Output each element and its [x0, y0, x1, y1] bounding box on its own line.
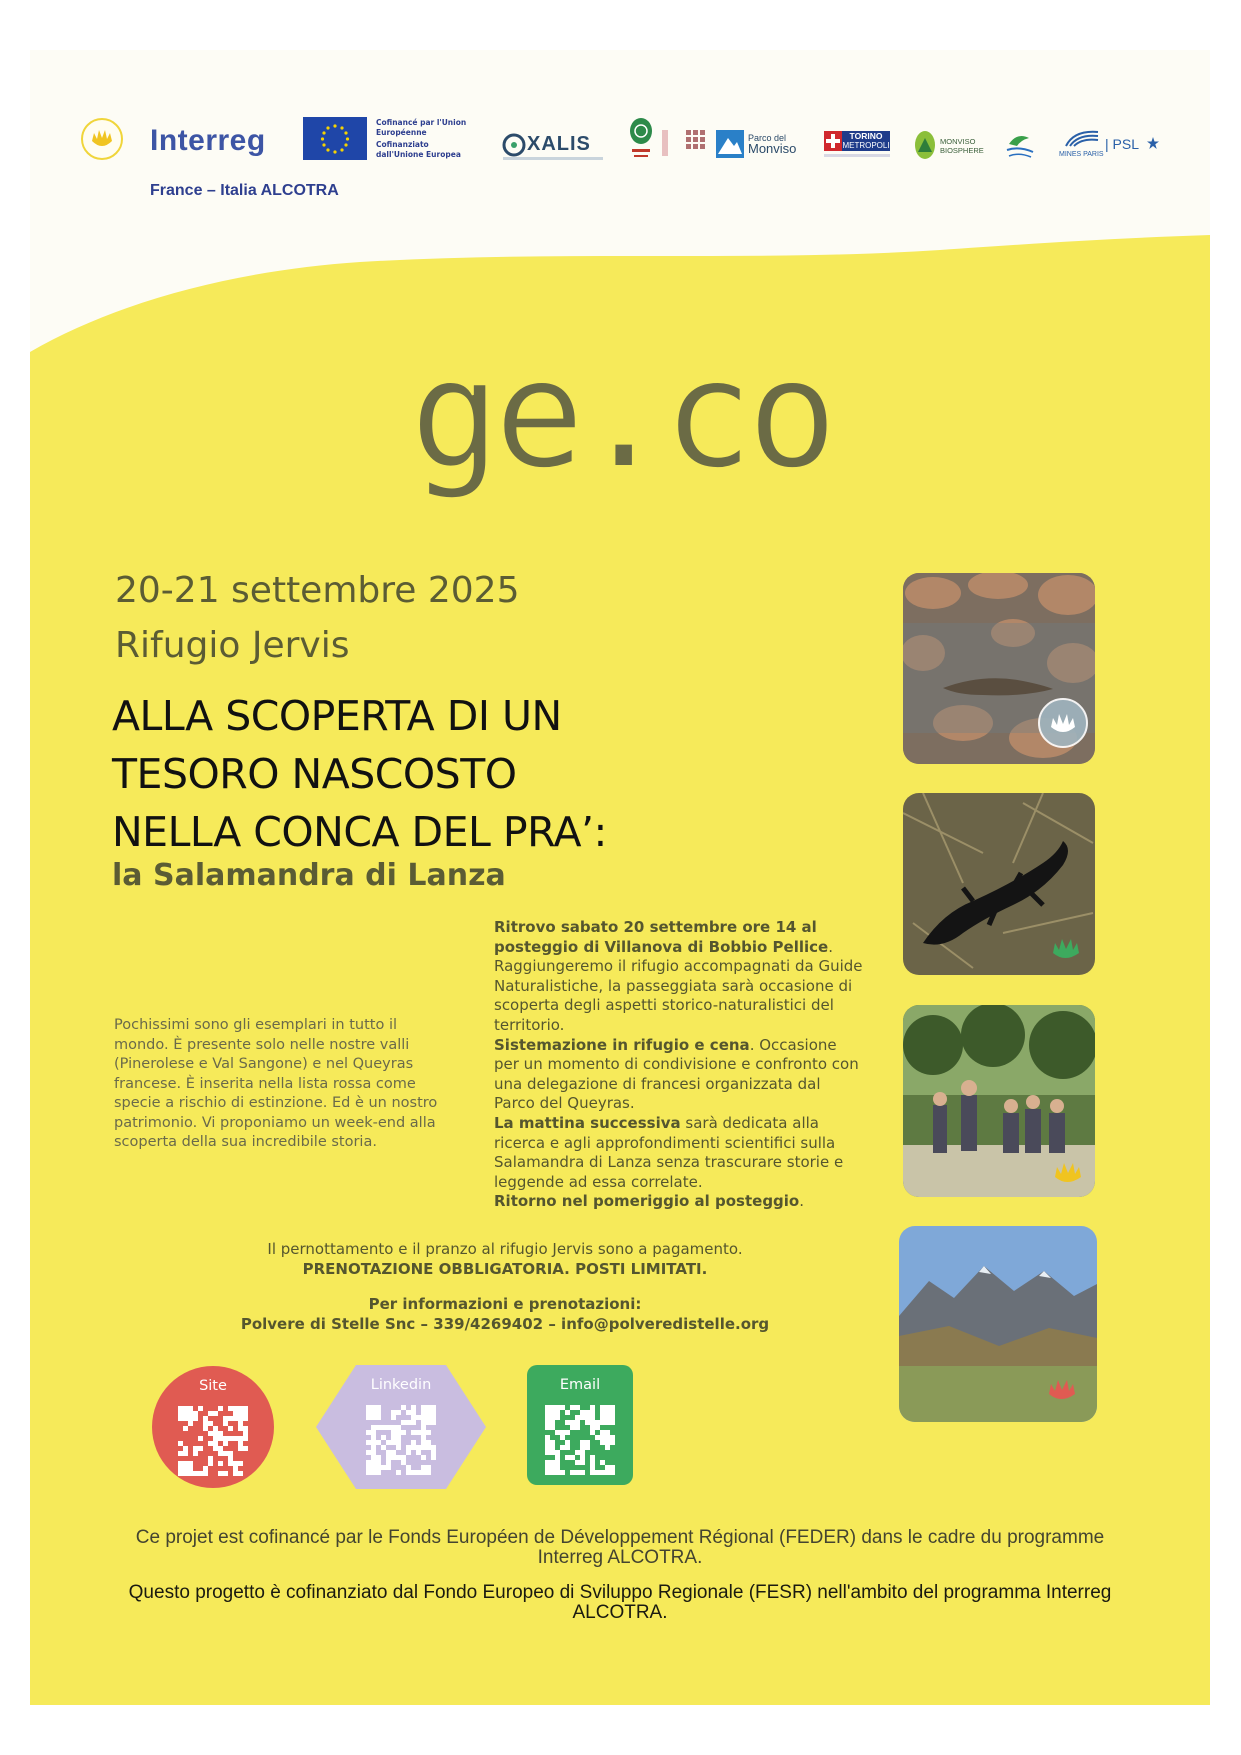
geco-logo-text: ge.co — [410, 348, 832, 502]
linkedin-qr-badge[interactable] — [316, 1365, 486, 1489]
eu-cofinance-text — [376, 118, 476, 159]
photo-black-salamander-image — [903, 793, 1095, 975]
interreg-logo-text: Interreg — [150, 124, 266, 157]
psl-text: | PSL — [1105, 136, 1139, 152]
monviso-top: MONVISO — [940, 137, 976, 146]
morning-bold: La mattina successiva — [494, 1113, 681, 1132]
event-place: Rifugio Jervis — [115, 625, 350, 666]
headline-line-1: ALLA SCOPERTA DI UN — [112, 692, 562, 740]
torino-tagline-bar — [824, 154, 890, 157]
photo-alpine-valley — [899, 1226, 1097, 1422]
headline-line-3: NELLA CONCA DEL PRA’: — [112, 808, 607, 856]
info-label: Per informazioni e prenotazioni: — [368, 1295, 642, 1313]
torino-top: TORINO — [849, 131, 883, 141]
torino-flag-icon — [824, 131, 842, 151]
footer-it: Questo progetto è cofinanziato dal Fondo Europeo di Sviluppo Regionale (FESR) nell'ambito del programma Interreg ALCOTRA. — [128, 1582, 1112, 1623]
parco-pattern-icon — [686, 130, 712, 156]
meet-bold: Ritrovo sabato 20 settembre ore 14 al posteggio di Villanova di Bobbio Pellice — [494, 918, 829, 956]
intro-paragraph: Pochissimi sono gli esemplari in tutto il mondo. È presente solo nelle nostre valli (Pinerolese e Val Sangone) e nel Queyras francese. È inserita nella lista rossa come specie a rischio di estinzione. Ed è un nostro patrimonio. Vi proponiamo un week-end alla scoperta della sua incredibile storia. — [114, 1017, 438, 1150]
mines-paris-logo-icon — [1062, 128, 1102, 150]
site-qr-label: Site — [199, 1378, 227, 1394]
federparchi-logo-icon — [1003, 130, 1037, 160]
photo-group-forest-image — [903, 1005, 1095, 1197]
parco-monviso-top: Parco del — [748, 133, 787, 143]
return-bold: Ritorno nel pomeriggio al posteggio — [494, 1192, 800, 1211]
headline-line-2: TESORO NASCOSTO — [112, 750, 517, 798]
site-qr-code-icon — [178, 1406, 248, 1476]
dinner-rest: . Occasione per un momento di condivisione e confronto con una delegazione di francesi organizzata dal Parco del Queyras. — [494, 1035, 859, 1113]
oxalis-tagline-bar — [503, 157, 603, 160]
payment-text: Il pernottamento e il pranzo al rifugio Jervis sono a pagamento. — [267, 1240, 743, 1258]
eu-flag-icon — [303, 117, 367, 160]
event-date: 20-21 settembre 2025 — [115, 570, 520, 611]
torino-bottom: METROPOLI — [842, 141, 890, 150]
oxalis-logo-text: XALIS — [527, 133, 591, 155]
alcotra-hand-icon — [80, 117, 124, 161]
parco-monviso-mountain-icon — [716, 130, 744, 158]
eu-cofinance-fr: Cofinancé par l'Union Européenne — [376, 118, 467, 137]
parc-queyras-text-mark — [660, 130, 670, 156]
photo-salamander-water — [903, 573, 1095, 764]
booking-text: PRENOTAZIONE OBBLIGATORIA. POSTI LIMITATI. — [302, 1259, 708, 1278]
photo-alpine-valley-image — [899, 1226, 1097, 1422]
psl-star-icon — [1147, 137, 1159, 149]
event-headline — [112, 687, 607, 861]
morning-rest: sarà dedicata alla ricerca e agli approfondimenti scientifici sulla Salamandra di Lanza senza trascurare storie e leggende ad essa correlate. — [494, 1113, 844, 1191]
dinner-bold: Sistemazione in rifugio e cena — [494, 1035, 750, 1054]
interreg-region: France – Italia ALCOTRA — [150, 182, 339, 199]
email-qr-code-icon — [545, 1405, 615, 1475]
email-qr-label: Email — [559, 1377, 601, 1393]
site-qr-badge[interactable] — [152, 1366, 274, 1488]
photo-black-salamander — [903, 793, 1095, 975]
event-subtitle: la Salamandra di Lanza — [112, 858, 506, 893]
payment-notice — [180, 1240, 830, 1279]
photo-salamander-water-image — [903, 573, 1095, 764]
email-qr-badge[interactable] — [527, 1365, 633, 1485]
meet-rest: . Raggiungeremo il rifugio accompagnati da Guide Naturalistiche, la passeggiata sarà occasione di scoperta degli aspetti storico-naturalistici del territorio. — [494, 937, 863, 1034]
photo-group-forest — [903, 1005, 1095, 1197]
parc-queyras-logo-icon — [628, 117, 654, 161]
mines-paris-text: MINES PARIS — [1059, 151, 1104, 158]
contact-line: Polvere di Stelle Snc – 339/4269402 – info@polveredistelle.org — [240, 1315, 770, 1333]
eu-cofinance-it: Cofinanziato dall'Unione Europea — [376, 140, 461, 159]
parco-monviso-bottom: Monviso — [748, 141, 797, 156]
oxalis-clover-icon — [502, 133, 526, 157]
monviso-biosphere-icon — [914, 130, 936, 160]
geco-logo — [380, 348, 860, 518]
contact-block — [180, 1294, 830, 1334]
details-paragraph — [494, 918, 864, 1212]
footer-fr: Ce projet est cofinancé par le Fonds Européen de Développement Régional (FEDER) dans le cadre du programme Interreg ALCOTRA. — [135, 1527, 1105, 1568]
return-rest: . — [799, 1192, 805, 1211]
linkedin-qr-label: Linkedin — [370, 1377, 432, 1393]
linkedin-qr-code-icon — [366, 1405, 436, 1475]
torino-metropoli-box — [842, 131, 890, 151]
monviso-bottom: BIOSPHERE — [940, 146, 984, 155]
